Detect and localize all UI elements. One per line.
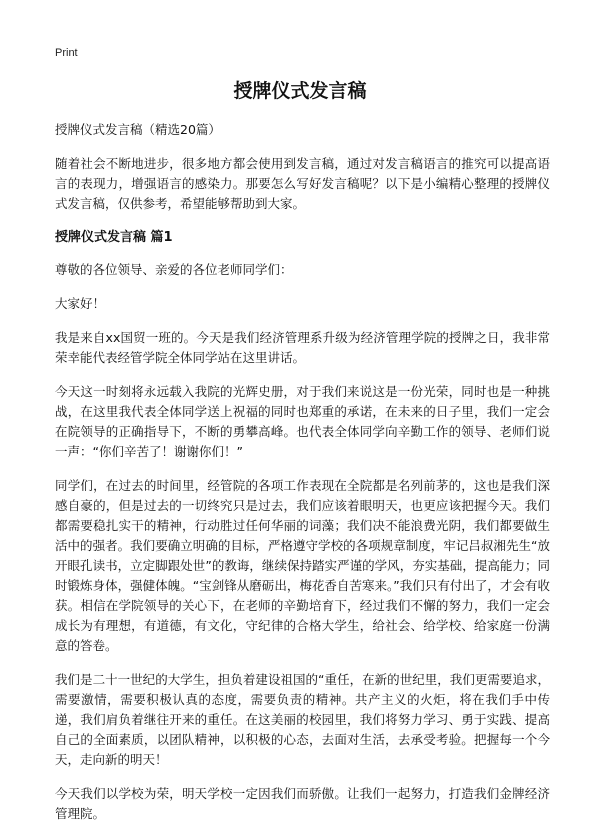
body-paragraph: 我们是二十一世纪的大学生，担负着建设祖国的“重任，在新的世纪里，我们更需要追求，需要激情，需要积极认真的态度，需要负责的精神。共产主义的火炬，将在我们手中传递，我们肩负着继往开来的重任。在这美丽的校园里，我们将努力学习、勇于实践、提高自己的全面素质，以团队精神，以积极的心态，去面对生活，去承受考验。把握每一个今天，走向新的明天！ [55,672,550,767]
page-title: 授牌仪式发言稿 [233,80,367,102]
body-paragraph: 今天这一时刻将永远载入我院的光辉史册，对于我们来说这是一份光荣，同时也是一种挑战，在这里我代表全体同学送上祝福的同时也郑重的承诺，在未来的日子里，我们一定会在院领导的正确指导下，不断的勇攀高峰。也代表全体同学向辛勤工作的领导、老师们说一声：“你们辛苦了！谢谢你们！” [55,384,550,459]
section-heading: 授牌仪式发言稿 篇1 [55,230,173,245]
body-paragraph: 我是来自xx国贸一班的。今天是我们经济管理系升级为经济管理学院的授牌之日，我非常荣幸能代表经管学院全体同学站在这里讲话。 [55,330,550,365]
closing-paragraph: 今天我们以学校为荣，明天学校一定因我们而骄傲。让我们一起努力，打造我们金牌经济管理院。 [55,786,550,821]
salutation-paragraph: 尊敬的各位领导、亲爱的各位老师同学们： [55,262,293,277]
intro-paragraph: 随着社会不断地进步，很多地方都会使用到发言稿，通过对发言稿语言的推究可以提高语言的表现力，增强语言的感染力。那要怎么写好发言稿呢？以下是小编精心整理的授牌仪式发言稿，仅供参考，希望能够帮助到大家。 [55,156,550,211]
body-paragraph: 同学们，在过去的时间里，经管院的各项工作表现在全院都是名列前茅的，这也是我们深感自豪的，但是过去的一切终究只是过去，我们应该着眼明天，也更应该把握今天。我们都需要稳扎实干的精神，行动胜过任何华丽的词藻；我们决不能浪费光阴，我们都要做生活中的强者。我们要确立明确的目标，严格遵守学校的各项规章制度，牢记吕叔湘先生“放开眼孔读书，立定脚跟处世”的教诲，继续保持踏实严谨的学风，夯实基础，提高能力；同时锻炼身体，强健体魄。“宝剑锋从磨砺出，梅花香自苦寒来。”我们只有付出了，才会有收获。相信在学院领导的关心下，在老师的辛勤培育下，经过我们不懈的努力，我们一定会成长为有理想，有道德，有文化，守纪律的合格大学生，给社会、给学校、给家庭一份满意的答卷。 [55,478,550,653]
print-link[interactable]: Print [55,47,78,59]
article-body [55,120,550,838]
article-subtitle: 授牌仪式发言稿（精选20篇） [55,122,221,137]
greeting-paragraph: 大家好！ [55,296,106,311]
